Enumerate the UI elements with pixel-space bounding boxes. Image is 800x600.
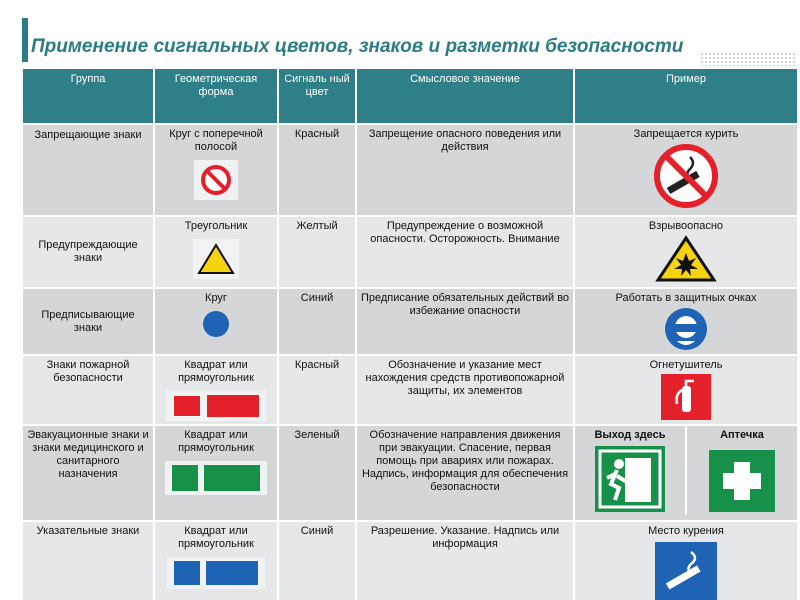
group-cell: Знаки пожарной безопасности bbox=[22, 355, 154, 425]
shape-text: Треугольник bbox=[184, 220, 248, 232]
example-text: Огнетушитель bbox=[649, 359, 723, 371]
header-group: Группа bbox=[22, 68, 154, 124]
green-rectangle-shapes bbox=[165, 461, 267, 495]
page-title: Применение сигнальных цветов, знаков и разметки безопасности bbox=[31, 36, 684, 57]
color-cell: Красный bbox=[278, 124, 356, 216]
meaning-cell: Разрешение. Указание. Надпись или информация bbox=[356, 521, 574, 600]
goggles-required-sign-icon bbox=[578, 307, 794, 351]
title-accent-bar bbox=[22, 18, 28, 62]
color-cell: Синий bbox=[278, 288, 356, 355]
group-cell bbox=[22, 288, 154, 355]
group-cell: Эвакуационные знаки и знаки медицинского и санитарного назначения bbox=[22, 425, 154, 521]
example-first-aid-label: Аптечка bbox=[720, 429, 764, 441]
red-square-shape bbox=[173, 395, 201, 417]
shape-cell bbox=[154, 288, 278, 355]
emergency-exit-sign-icon bbox=[578, 446, 682, 512]
header-meaning: Смысловое значение bbox=[356, 68, 574, 124]
table-row bbox=[22, 521, 798, 600]
smoking-area-sign-icon bbox=[578, 542, 794, 600]
table-header-row bbox=[22, 68, 798, 124]
blue-rectangle-shape bbox=[206, 561, 258, 585]
color-cell: Синий bbox=[278, 521, 356, 600]
first-aid-sign-icon bbox=[690, 450, 794, 512]
color-cell: Красный bbox=[278, 355, 356, 425]
group-cell bbox=[22, 216, 154, 288]
shape-cell bbox=[154, 521, 278, 600]
example-cell bbox=[574, 216, 798, 288]
shape-cell bbox=[154, 355, 278, 425]
group-text: Предписывающие знаки bbox=[41, 308, 135, 334]
example-cell bbox=[574, 288, 798, 355]
header-shape: Геометрическая форма bbox=[154, 68, 278, 124]
example-cell bbox=[574, 355, 798, 425]
warning-triangle-icon bbox=[193, 239, 239, 279]
group-text: Предупреждающие знаки bbox=[38, 239, 138, 264]
shape-cell bbox=[154, 425, 278, 521]
table-row bbox=[22, 355, 798, 425]
group-cell: Указательные знаки bbox=[22, 521, 154, 600]
example-text: Работать в защитных очках bbox=[615, 292, 757, 304]
shape-cell bbox=[154, 124, 278, 216]
header-example: Пример bbox=[574, 68, 798, 124]
table-row bbox=[22, 124, 798, 216]
shape-text: Круг с поперечной полосой bbox=[169, 128, 263, 153]
meaning-cell: Запрещение опасного поведения или действия bbox=[356, 124, 574, 216]
shape-text: Круг bbox=[205, 292, 227, 304]
explosive-warning-sign-icon bbox=[578, 235, 794, 283]
prohibition-shape-icon bbox=[194, 160, 238, 200]
table-row bbox=[22, 288, 798, 355]
table-row bbox=[22, 425, 798, 521]
meaning-cell: Предписание обязательных действий во избежание опасности bbox=[356, 288, 574, 355]
example-text: Место курения bbox=[648, 525, 724, 537]
red-rectangle-shape bbox=[207, 395, 259, 417]
meaning-cell: Предупреждение о возможной опасности. Осторожность. Внимание bbox=[356, 216, 574, 288]
color-cell: Желтый bbox=[278, 216, 356, 288]
group-cell: Запрещающие знаки bbox=[22, 124, 154, 216]
green-square-shape bbox=[172, 465, 198, 491]
header-color: Сигналь ный цвет bbox=[278, 68, 356, 124]
example-text: Запрещается курить bbox=[633, 128, 739, 140]
example-cell bbox=[574, 425, 798, 521]
shape-text: Квадрат или прямоугольник bbox=[178, 525, 254, 550]
blue-square-shape bbox=[174, 561, 200, 585]
blue-rectangle-shapes bbox=[167, 557, 265, 589]
shape-cell bbox=[154, 216, 278, 288]
no-smoking-sign-icon bbox=[578, 143, 794, 209]
color-cell: Зеленый bbox=[278, 425, 356, 521]
green-rectangle-shape bbox=[204, 465, 260, 491]
shape-text: Квадрат или прямоугольник bbox=[178, 429, 254, 454]
table-row bbox=[22, 216, 798, 288]
example-text: Взрывоопасно bbox=[648, 220, 724, 232]
fire-extinguisher-sign-icon bbox=[578, 374, 794, 420]
decorative-dots bbox=[700, 52, 796, 66]
mandatory-circle-icon bbox=[203, 311, 229, 337]
example-cell bbox=[574, 521, 798, 600]
meaning-cell: Обозначение и указание мест нахождения средств противопожарной защиты, их элементов bbox=[356, 355, 574, 425]
meaning-cell: Обозначение направления движения при эвакуации. Спасение, первая помощь при авариях или пожарах. Надпись, информация для обеспечения безопасности bbox=[356, 425, 574, 521]
shape-text: Квадрат или прямоугольник bbox=[178, 359, 254, 384]
safety-signs-table bbox=[21, 67, 799, 600]
red-rectangle-shapes bbox=[166, 391, 266, 421]
example-cell bbox=[574, 124, 798, 216]
example-exit-label: Выход здесь bbox=[594, 429, 666, 441]
